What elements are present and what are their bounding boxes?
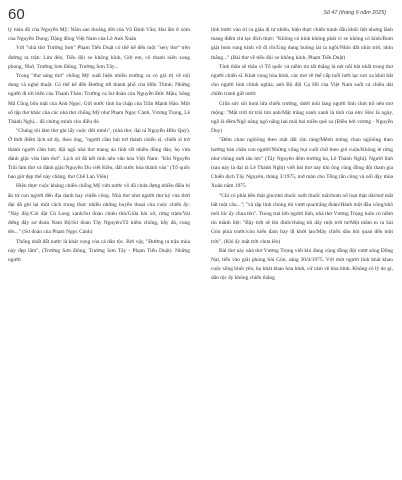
left-column xyxy=(8,26,190,265)
paragraph: lính bước vào trí ca giàn dị tự nhiên, hiện thực chiến tranh đầu khốc liệt nhưng lãnh mang điểm chỉ lạc đích thực: "Không có kính không phải vì xe không có kính/Bom giật bom rung kính vỡ đi rồi/Ung dung buồng lái ta ngồi/Nhìn đất nhìn trời, nhìn thẳng..." (Bài thơ về tiểu đội xe không kính, Phạm Tiến Duật) xyxy=(211,27,393,61)
right-column xyxy=(211,26,393,284)
issue-line: Số 47 (tháng 6 năm 2025) xyxy=(323,10,386,16)
paragraph: "Chỉ có phải bền thật gìn/nhỏ thuốc suốt thuốc mãi/bom nổ loạt thật dài/mở mắt bất một câu..."; "và rập lính chúng tôi vượt qua/trắng đoàn/Hành một đầu công/nhô môi lúc ấy chua tên". Trong trai lớn người lính, nhà thơ Vương Trọng luôn có niềm tin mãnh liệt: "Bậy trời sẽ lên đỉnh/chúng tôi dây một trời tư/Một mầm to ra Sài Gòn phía trước/còn kiến đam bay đi khởi lao/Mây chiến dâu hỏi quan đến một trời", (Khi ấy mặt trời chưa lên) xyxy=(211,192,393,245)
paragraph: Giữa sức sôi bom lửa chiến trường, dưới mũi làng người lính chót trõ nên mơ mộng: "Mặt trời từ trái tim anh/Mặt trăng xanh xanh là tình của em/ Hóc lá ngày, ngõ là đêm/Ngõ năng ngô nắng hai mái hai miền quê xa (Điều bởi vương - Nguyễn Duy) xyxy=(211,100,393,135)
paragraph: Tính thần sẽ thân vì Tổ quốc và niềm tin tất thắng là nét nổi bật nhất trong thơ người chiến sĩ. Khát vọng hòa bình, các mơ về thế cấp tuổi lười lạc nơi xa khói bắt cho người lính chính nghĩa, anh Bộ đội Cụ Hồ của Việt Nam suốt cả chiều dài chiến tranh giữ nước xyxy=(211,63,393,98)
page-number: 60 xyxy=(8,6,25,23)
paragraph: lý mâu đồ của Nguyễn Mỹ; Nắm sao thoắng đời của Võ Đình Văn; Hai ấm ở xóm của Nguyễn Dung; Dặng đồng Việt Nam của Lê Anh Xuân xyxy=(8,27,190,43)
paragraph: Với "nhà thơ Trường Sơn" Phạm Tiến Duật có thể kể đến một "sery thơ" trên đường ra trận: Lửa đèn, Tiểu đội xe không kính, Gửi em, cô thanh niên xung phong, Nhớ, Trường Sơn Đông, Trường Sơn Tây... xyxy=(8,45,190,70)
paragraph: Thống nhất đất nước là khát vọng của cả dân tộc. Bởi vậy, "Đường ra trận mùa này đẹp lắm", (Trường Sơn Đông, Trường Sơn Tây - Phạm Tiến Duật). Những người xyxy=(8,238,190,264)
paragraph: Hiện thực cuộc kháng chiến chống Mỹ cứu nước vô đã chứa đựng nhiều điều bi ẩn từ con người đến địa danh hay chiến công. Nhà thơ như người thư ký của thời đại đã ghi lại một cách trung thực nhiều những huyền thoại của cuộc chiến ấy: "Này đây/Cái đặt Củ Long xanh/Sư đoàn chiêu thủ/Giữa bài xờ, rừng tràm/Vai đứng đây sư đoàn Nam Bộ/Sư đoàn Tây Nguyên/Tổ kiểm chống, bẫy đá, cung tên..." (Sư đoàn của Phạm Ngọc Cảnh) xyxy=(8,183,190,236)
paragraph: Bài thơ này nhà thơ Vương Trọng viết khi đang cùng đồng đội vượt sông Đồng Nai, tiến vào giải phóng Sài Gòn, sáng 30/4/1975. Với một người lính khát khao cuộc sống bình yên, họ khát khao hòa bình, cứ cảm về hòa bình. Không có lý do gì, dân tộc ấy không chiến thắng xyxy=(211,247,393,282)
paragraph: Trong "thơ sáng thơ" chống Mỹ xuất hiện nhiều trường ca có giá trị về nội dung và nghệ thuật. Có thể kể đến Đường tới thành phố của Hữu Thỉnh; Những người đi tới biển của Thanh Thảo; Trường ca Sư đoàn của Nguyễn Đức Mậu; Sông Mã Cũng bốn mặt của Anh Ngọc, Gửi nước tĩnh ba chặp của Trần Mạnh Hảo. Một số tập thơ khác của các nhà thơ chống Mỹ như Phạm Ngọc Cảnh, Vương Trọng, Lê Thành Nghị... đã chứng minh cho điều đó xyxy=(8,73,190,126)
paragraph: "Chúng tôi làm thơ ghi lấy cuộc đời mình", (nhà thơ, đại tá Nguyễn Hữu Quý). Ở thời điểm lịch sử ấy, theo ông, "người cầm bút trở thành chiến sĩ, chiến sĩ trở thành người cầm bút; đội ngũ nhà thơ mang áo lính rất nhiều đông đảo, họ vừa đánh giặc vừa làm thơ". Lịch sử đã kết tinh nên văn hóa Việt Nam: "Khi Nguyễn Trãi làm thơ và đánh giặc/Nguyễn Du viết Kiều, đất nước hóa thành văn" (Tố quốc bao giờ đẹp thế này chăng, thơ Chế Lan Viên) xyxy=(8,128,190,181)
paragraph: "Đêm chao ngôiông theo mặt đất rộn ràng/Mênh mông chao ngôiông theo hướng bàn chân con người/Những vống bụi cuối chữ theo gió cuộn/Không lẻ rừng như chúng mới tàn lực" (Tây Nguyên đêm trường ba, Lê Thành Nghị). Người lính (sau này là đại tá Lê Thành Nghị) viết bài thơ này khi ông cùng đồng đội tham gia Chiến dịch Tây Nguyên, tháng 3/1975, mở màn cho Tổng tấn công và nổi dậy mùa Xuân năm 1975 xyxy=(211,137,393,190)
